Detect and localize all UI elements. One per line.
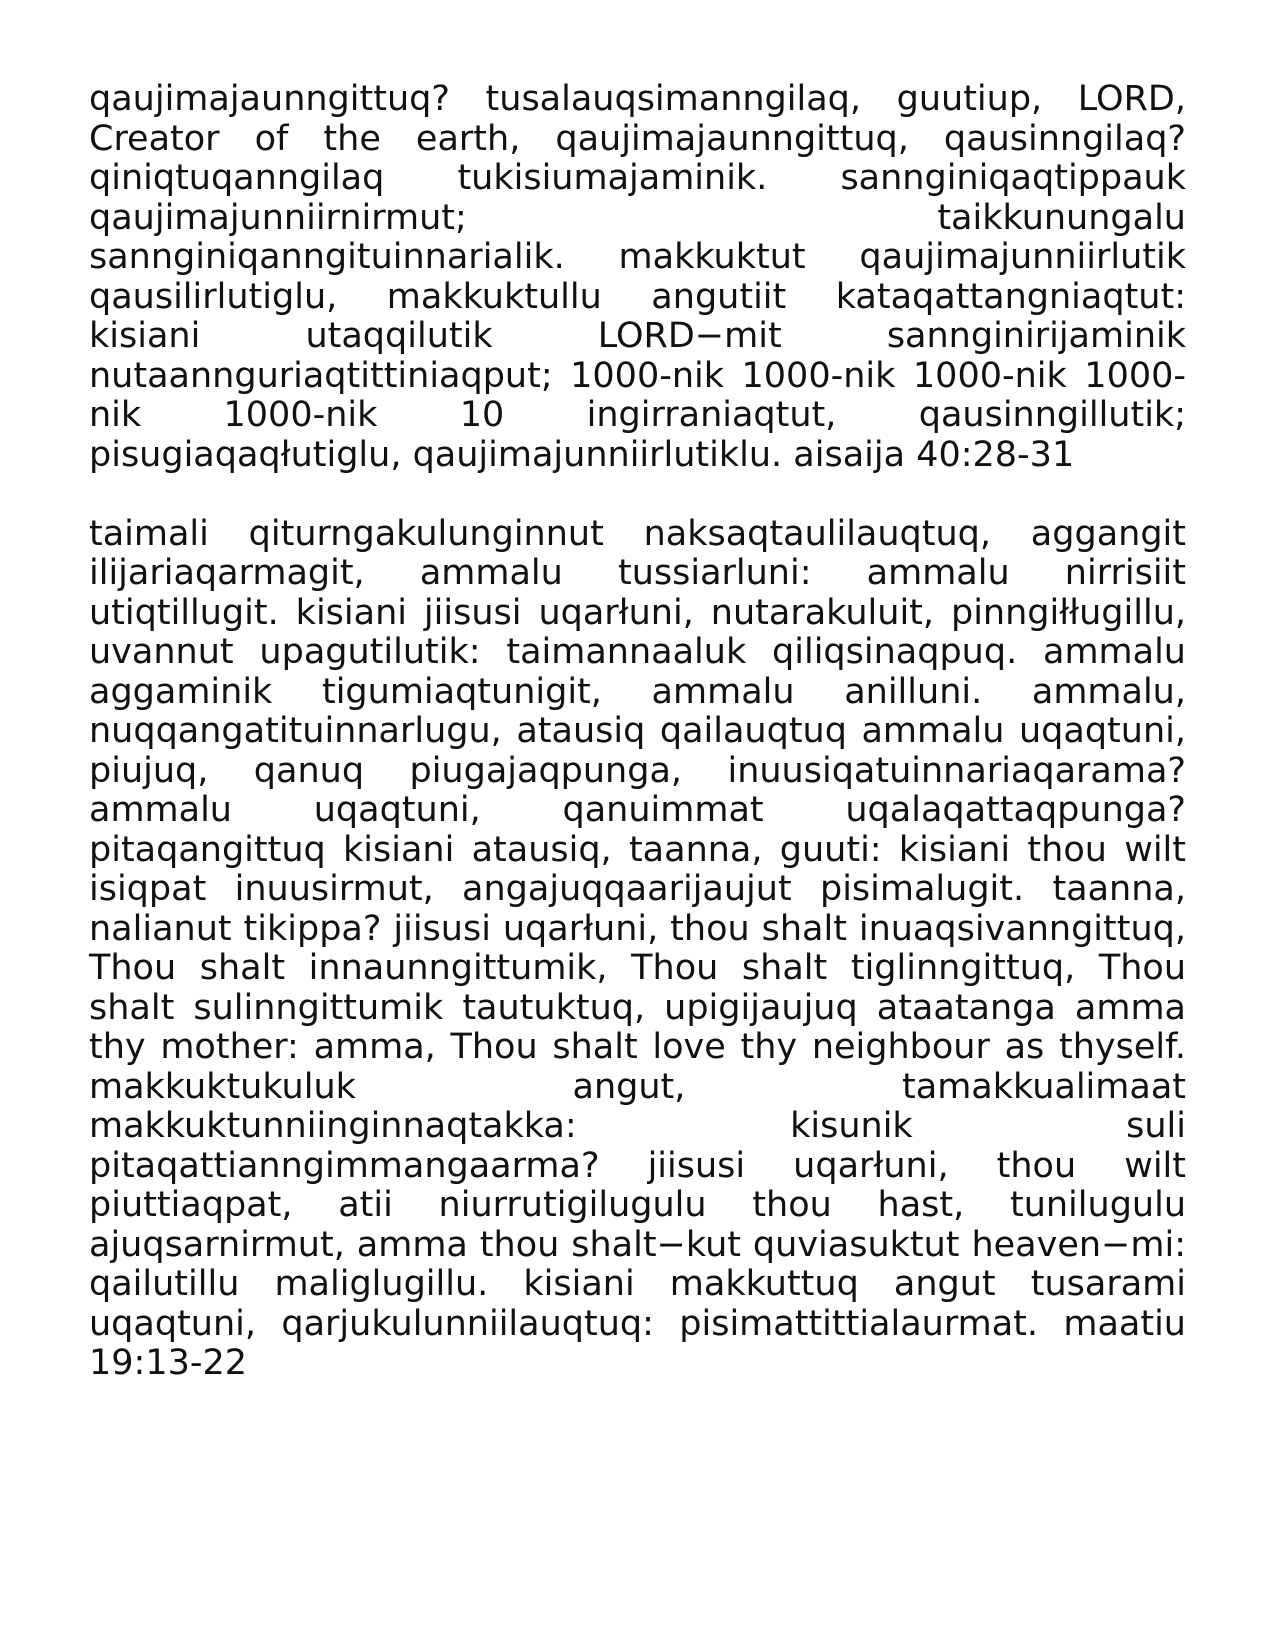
document-page <box>89 80 1186 1384</box>
paragraph-isaiah: qaujimajaunngittuq? tusalauqsimanngilaq, guutiup, LORD, Creator of the earth, qaujimajaunngittuq, qausinngilaq? qiniqtuqanngilaq tukisiumajaminik. sannginiqaqtippauk qaujimajunniirnirmut; taikkunungalu sannginiqanngituinnarialik. makkuktut qaujimajunniirlutik qausilirlutiglu, makkuktullu angutiit kataqattangniaqtut: kisiani utaqqilutik LORD−mit sannginirijaminik nutaannguriaqtittiniaqput; 1000-nik 1000-nik 1000-nik 1000-nik 1000-nik 10 ingirraniaqtut, qausinngillutik; pisugiaqaqłutiglu, qaujimajunniirlutiklu. aisaija 40:28-31 <box>89 79 1186 475</box>
paragraph-matthew: taimali qiturngakulunginnut naksaqtaulilauqtuq, aggangit ilijariaqarmagit, ammalu tussiarluni: ammalu nirrisiit utiqtillugit. kisiani jiisusi uqarłuni, nutarakuluit, pinngiłługillu, uvannut upagutilutik: taimannaaluk qiliqsinaqpuq. ammalu aggaminik tigumiaqtunigit, ammalu anilluni. ammalu, nuqqangatituinnarlugu, atausiq qailauqtuq ammalu uqaqtuni, piujuq, qanuq piugajaqpunga, inuusiqatuinnariaqarama? ammalu uqaqtuni, qanuimmat uqalaqattaqpunga? pitaqangittuq kisiani atausiq, taanna, guuti: kisiani thou wilt isiqpat inuusirmut, angajuqqaarijaujut pisimalugit. taanna, nalianut tikippa? jiisusi uqarłuni, thou shalt inuaqsivanngittuq, Thou shalt innaunngittumik, Thou shalt tiglinngittuq, Thou shalt sulinngittumik tautuktuq, upigijaujuq ataatanga amma thy mother: amma, Thou shalt love thy neighbour as thyself. makkuktukuluk angut, tamakkualimaat makkuktunniinginnaqtakka: kisunik suli pitaqattianngimmangaarma? jiisusi uqarłuni, thou wilt piuttiaqpat, atii niurrutigilugulu thou hast, tunilugulu ajuqsarnirmut, amma thou shalt−kut quviasuktut heaven−mi: qailutillu maliglugillu. kisiani makkuttuq angut tusarami uqaqtuni, qarjukulunniilauqtuq: pisimattittialaurmat. maatiu 19:13-22 <box>89 513 1186 1383</box>
